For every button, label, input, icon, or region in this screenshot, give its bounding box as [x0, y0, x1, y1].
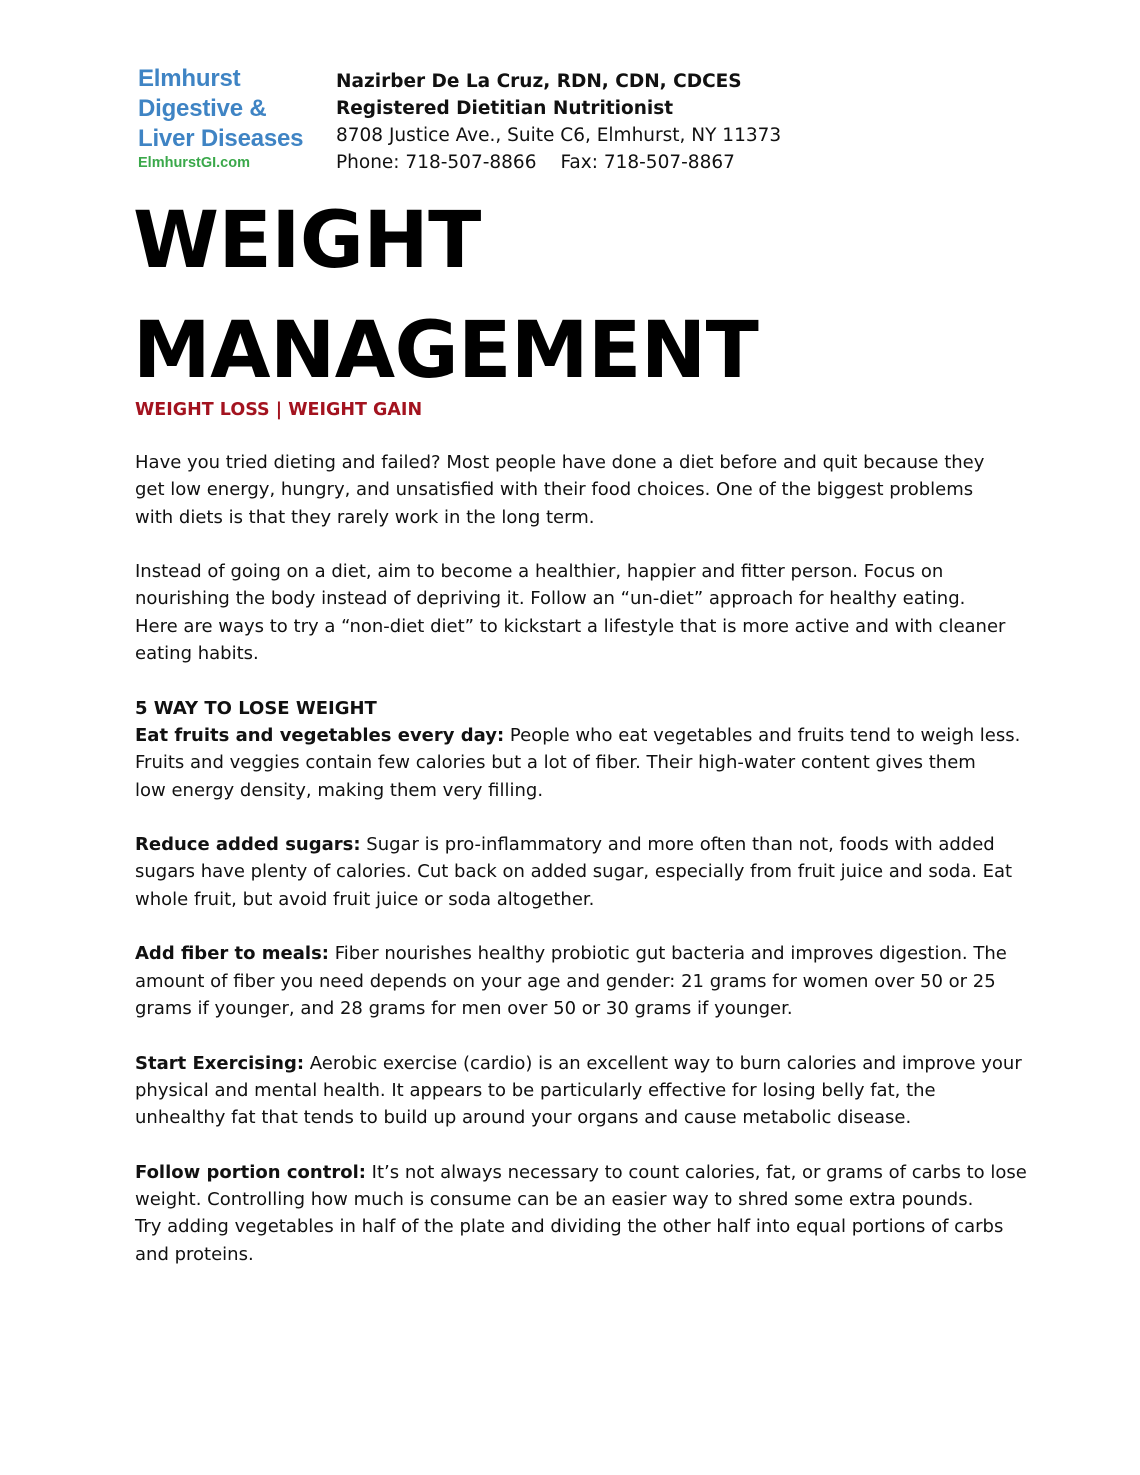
tip-paragraph-3 [135, 940, 1015, 1022]
text-line: with diets is that they rarely work in the long term. [135, 506, 595, 528]
clinic-logo [138, 64, 333, 172]
tip-label: Follow portion control: [135, 1161, 366, 1183]
tip-text: Aerobic exercise (cardio) is an excellent way to burn calories and improve your [304, 1052, 1022, 1074]
text-line: physical and mental health. It appears to be particularly effective for losing belly fat, the [135, 1079, 936, 1101]
text-line: low energy density, making them very filling. [135, 779, 544, 801]
title-line-2: MANAGEMENT [133, 306, 759, 396]
page-title [133, 186, 758, 406]
text-line: Here are ways to try a “non-diet diet” to kickstart a lifestyle that is more active and with cleaner [135, 615, 1006, 637]
text-line: unhealthy fat that tends to build up around your organs and cause metabolic disease. [135, 1107, 912, 1129]
tip-text: Fiber nourishes healthy probiotic gut bacteria and improves digestion. The [328, 943, 1007, 965]
contact-block [336, 68, 781, 176]
tip-paragraph-4 [135, 1050, 1022, 1132]
logo-line-2: Digestive & [138, 95, 267, 122]
tip-text: Sugar is pro-inflammatory and more often than not, foods with added [360, 834, 995, 856]
section-heading: 5 WAY TO LOSE WEIGHT [135, 697, 377, 719]
text-line: get low energy, hungry, and unsatisfied with their food choices. One of the biggest problems [135, 479, 974, 501]
text-line: sugars have plenty of calories. Cut back on added sugar, especially from fruit juice and soda. Eat [135, 861, 1013, 883]
contact-phone-fax [336, 149, 781, 176]
tip-label: Reduce added sugars: [135, 834, 361, 856]
contact-address: 8708 Justice Ave., Suite C6, Elmhurst, NY 11373 [336, 125, 782, 146]
text-line: and proteins. [135, 1243, 254, 1265]
tip-label: Eat fruits and vegetables every day: [135, 724, 505, 746]
text-line [135, 1159, 1027, 1186]
intro-paragraph-2 [135, 558, 1015, 667]
contact-fax: Fax: 718-507-8867 [560, 152, 735, 173]
text-line: Fruits and veggies contain few calories but a lot of fiber. Their high-water content gives them [135, 752, 976, 774]
tip-text: People who eat vegetables and fruits tend to weigh less. [504, 724, 1021, 746]
text-line [135, 1050, 1022, 1077]
contact-phone: Phone: 718-507-8866 [336, 152, 537, 173]
logo-line-3: Liver Diseases [138, 125, 304, 152]
text-line: Have you tried dieting and failed? Most people have done a diet before and quit because they [135, 452, 985, 473]
text-line [135, 940, 1015, 967]
logo-url: ElmhurstGI.com [138, 155, 250, 171]
title-line-1: WEIGHT [133, 196, 481, 286]
contact-role: Registered Dietitian Nutritionist [336, 98, 674, 119]
tip-label: Add fiber to meals: [135, 943, 329, 965]
text-line: nourishing the body instead of depriving it. Follow an “un-diet” approach for healthy eating. [135, 588, 966, 610]
text-line: weight. Controlling how much is consume can be an easier way to shred some extra pounds. [135, 1189, 974, 1211]
text-line: Instead of going on a diet, aim to become a healthier, happier and fitter person. Focus on [135, 561, 944, 583]
tip-paragraph-5 [135, 1159, 1027, 1268]
tip-paragraph-1 [135, 695, 1021, 804]
tip-paragraph-2 [135, 831, 1015, 913]
text-line: grams if younger, and 28 grams for men over 50 or 30 grams if younger. [135, 997, 793, 1019]
document-body [135, 449, 1027, 1295]
tip-label: Start Exercising: [135, 1052, 305, 1074]
text-line: eating habits. [135, 643, 259, 665]
tip-text: It’s not always necessary to count calories, fat, or grams of carbs to lose [365, 1161, 1027, 1183]
contact-name: Nazirber De La Cruz, RDN, CDN, CDCES [336, 71, 742, 92]
text-line [135, 831, 1015, 858]
text-line [135, 722, 1021, 749]
text-line: Try adding vegetables in half of the plate and dividing the other half into equal portions of carbs [135, 1216, 1004, 1238]
page-subtitle: WEIGHT LOSS | WEIGHT GAIN [135, 400, 423, 420]
text-line: amount of fiber you need depends on your age and gender: 21 grams for women over 50 or 25 [135, 970, 996, 992]
text-line: whole fruit, but avoid fruit juice or soda altogether. [135, 888, 595, 910]
intro-paragraph-1 [135, 449, 1015, 531]
logo-line-1: Elmhurst [138, 65, 241, 92]
